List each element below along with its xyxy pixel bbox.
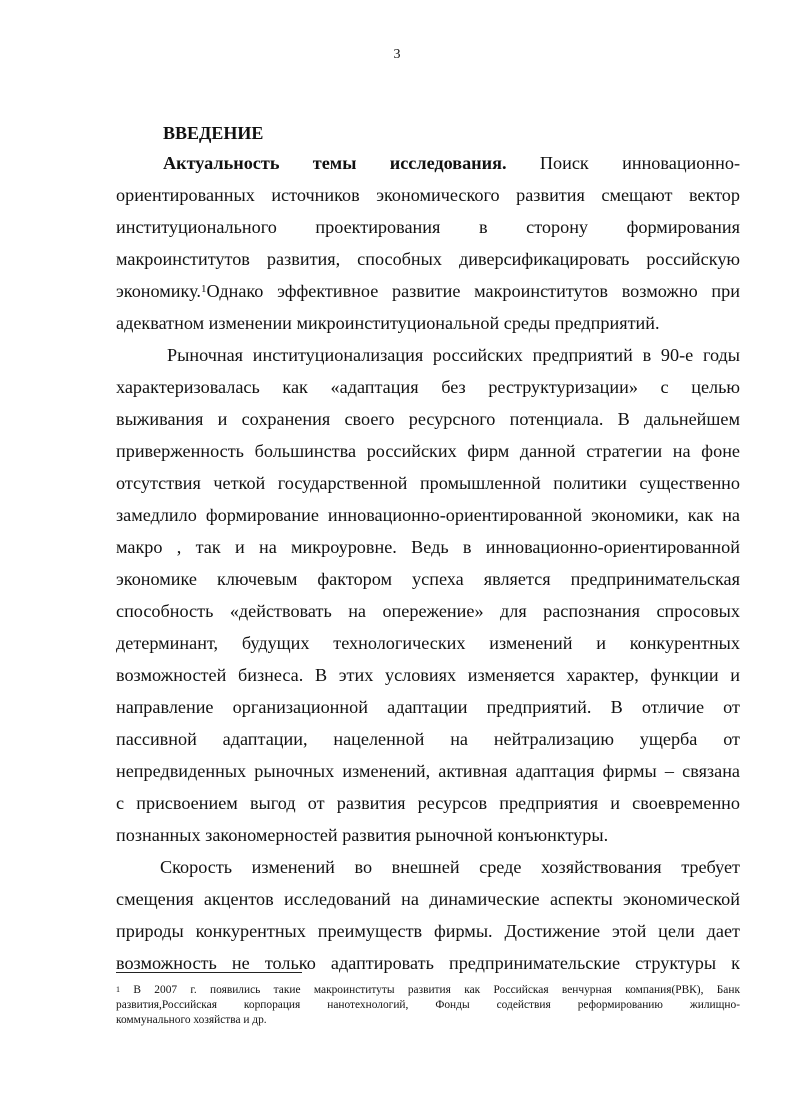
text-line: замедлило формирование инновационно-ориентированной экономики, как на: [116, 505, 740, 525]
text-line: приверженность большинства российских фирм данной стратегии на фоне: [116, 441, 740, 461]
text-line: ориентированных источников экономического развития смещают вектор: [116, 185, 740, 205]
text-line: макро , так и на микроуровне. Ведь в инновационно-ориентированной: [116, 537, 740, 557]
text-line: природы конкурентных преимуществ фирмы. Достижение этой цели дает: [116, 921, 740, 941]
footnote-line: $^1$ В 2007 г. появились такие макроинституты развития как Российская венчурная компания(РВК), Банк: [116, 984, 740, 996]
text-line: возможностей бизнеса. В этих условиях изменяется характер, функции и: [116, 665, 740, 685]
text-line: возможность не только адаптировать предпринимательские структуры к: [116, 953, 740, 973]
text-line: с присвоением выгод от развития ресурсов предприятия и своевременно: [116, 793, 740, 813]
text-line: Актуальность темы исследования. Поиск инновационно-: [163, 153, 740, 173]
text-line: непредвиденных рыночных изменений, активная адаптация фирмы – связана: [116, 761, 740, 781]
text-line: экономике ключевым фактором успеха является предпринимательская: [116, 569, 740, 589]
text-line: характеризовалась как «адаптация без реструктуризации» с целью: [116, 377, 740, 397]
footnote-separator: [116, 972, 302, 973]
text-line: выживания и сохранения своего ресурсного потенциала. В дальнейшем: [116, 409, 740, 429]
text-line: познанных закономерностей развития рыночной конъюнктуры.: [116, 825, 609, 845]
text-line: отсутствия четкой государственной промышленной политики существенно: [116, 473, 740, 493]
text-line: институционального проектирования в сторону формирования: [116, 217, 740, 237]
text-line: адекватном изменении микроинституциональной среды предприятий.: [116, 313, 660, 333]
text-line: способность «действовать на опережение» для распознания спросовых: [116, 601, 740, 621]
text-line: смещения акцентов исследований на динамические аспекты экономической: [116, 889, 740, 909]
text-line: экономику.$^1$Однако эффективное развитие макроинститутов возможно при: [116, 281, 740, 301]
text-line: Рыночная институционализация российских предприятий в 90-е годы: [167, 345, 740, 365]
section-heading: ВВЕДЕНИЕ: [163, 123, 264, 143]
footnote-reference: 1: [200, 283, 207, 295]
text-line: макроинститутов развития, способных диверсификацировать российскую: [116, 249, 740, 269]
text-line: пассивной адаптации, нацеленной на нейтрализацию ущерба от: [116, 729, 740, 749]
page-number: 3: [393, 47, 401, 62]
text-line: Скорость изменений во внешней среде хозяйствования требует: [160, 857, 740, 877]
footnote-line: развития,Российская корпорация нанотехнологий, Фонды содействия реформированию жилищно-: [116, 999, 740, 1011]
lead-bold-text: Актуальность темы исследования.: [163, 153, 507, 173]
text-line: детерминант, будущих технологических изменений и конкурентных: [116, 633, 740, 653]
text-line: направление организационной адаптации предприятий. В отличие от: [116, 697, 740, 717]
footnote-mark: 1: [116, 985, 120, 994]
footnote-line: коммунального хозяйства и др.: [116, 1014, 267, 1026]
